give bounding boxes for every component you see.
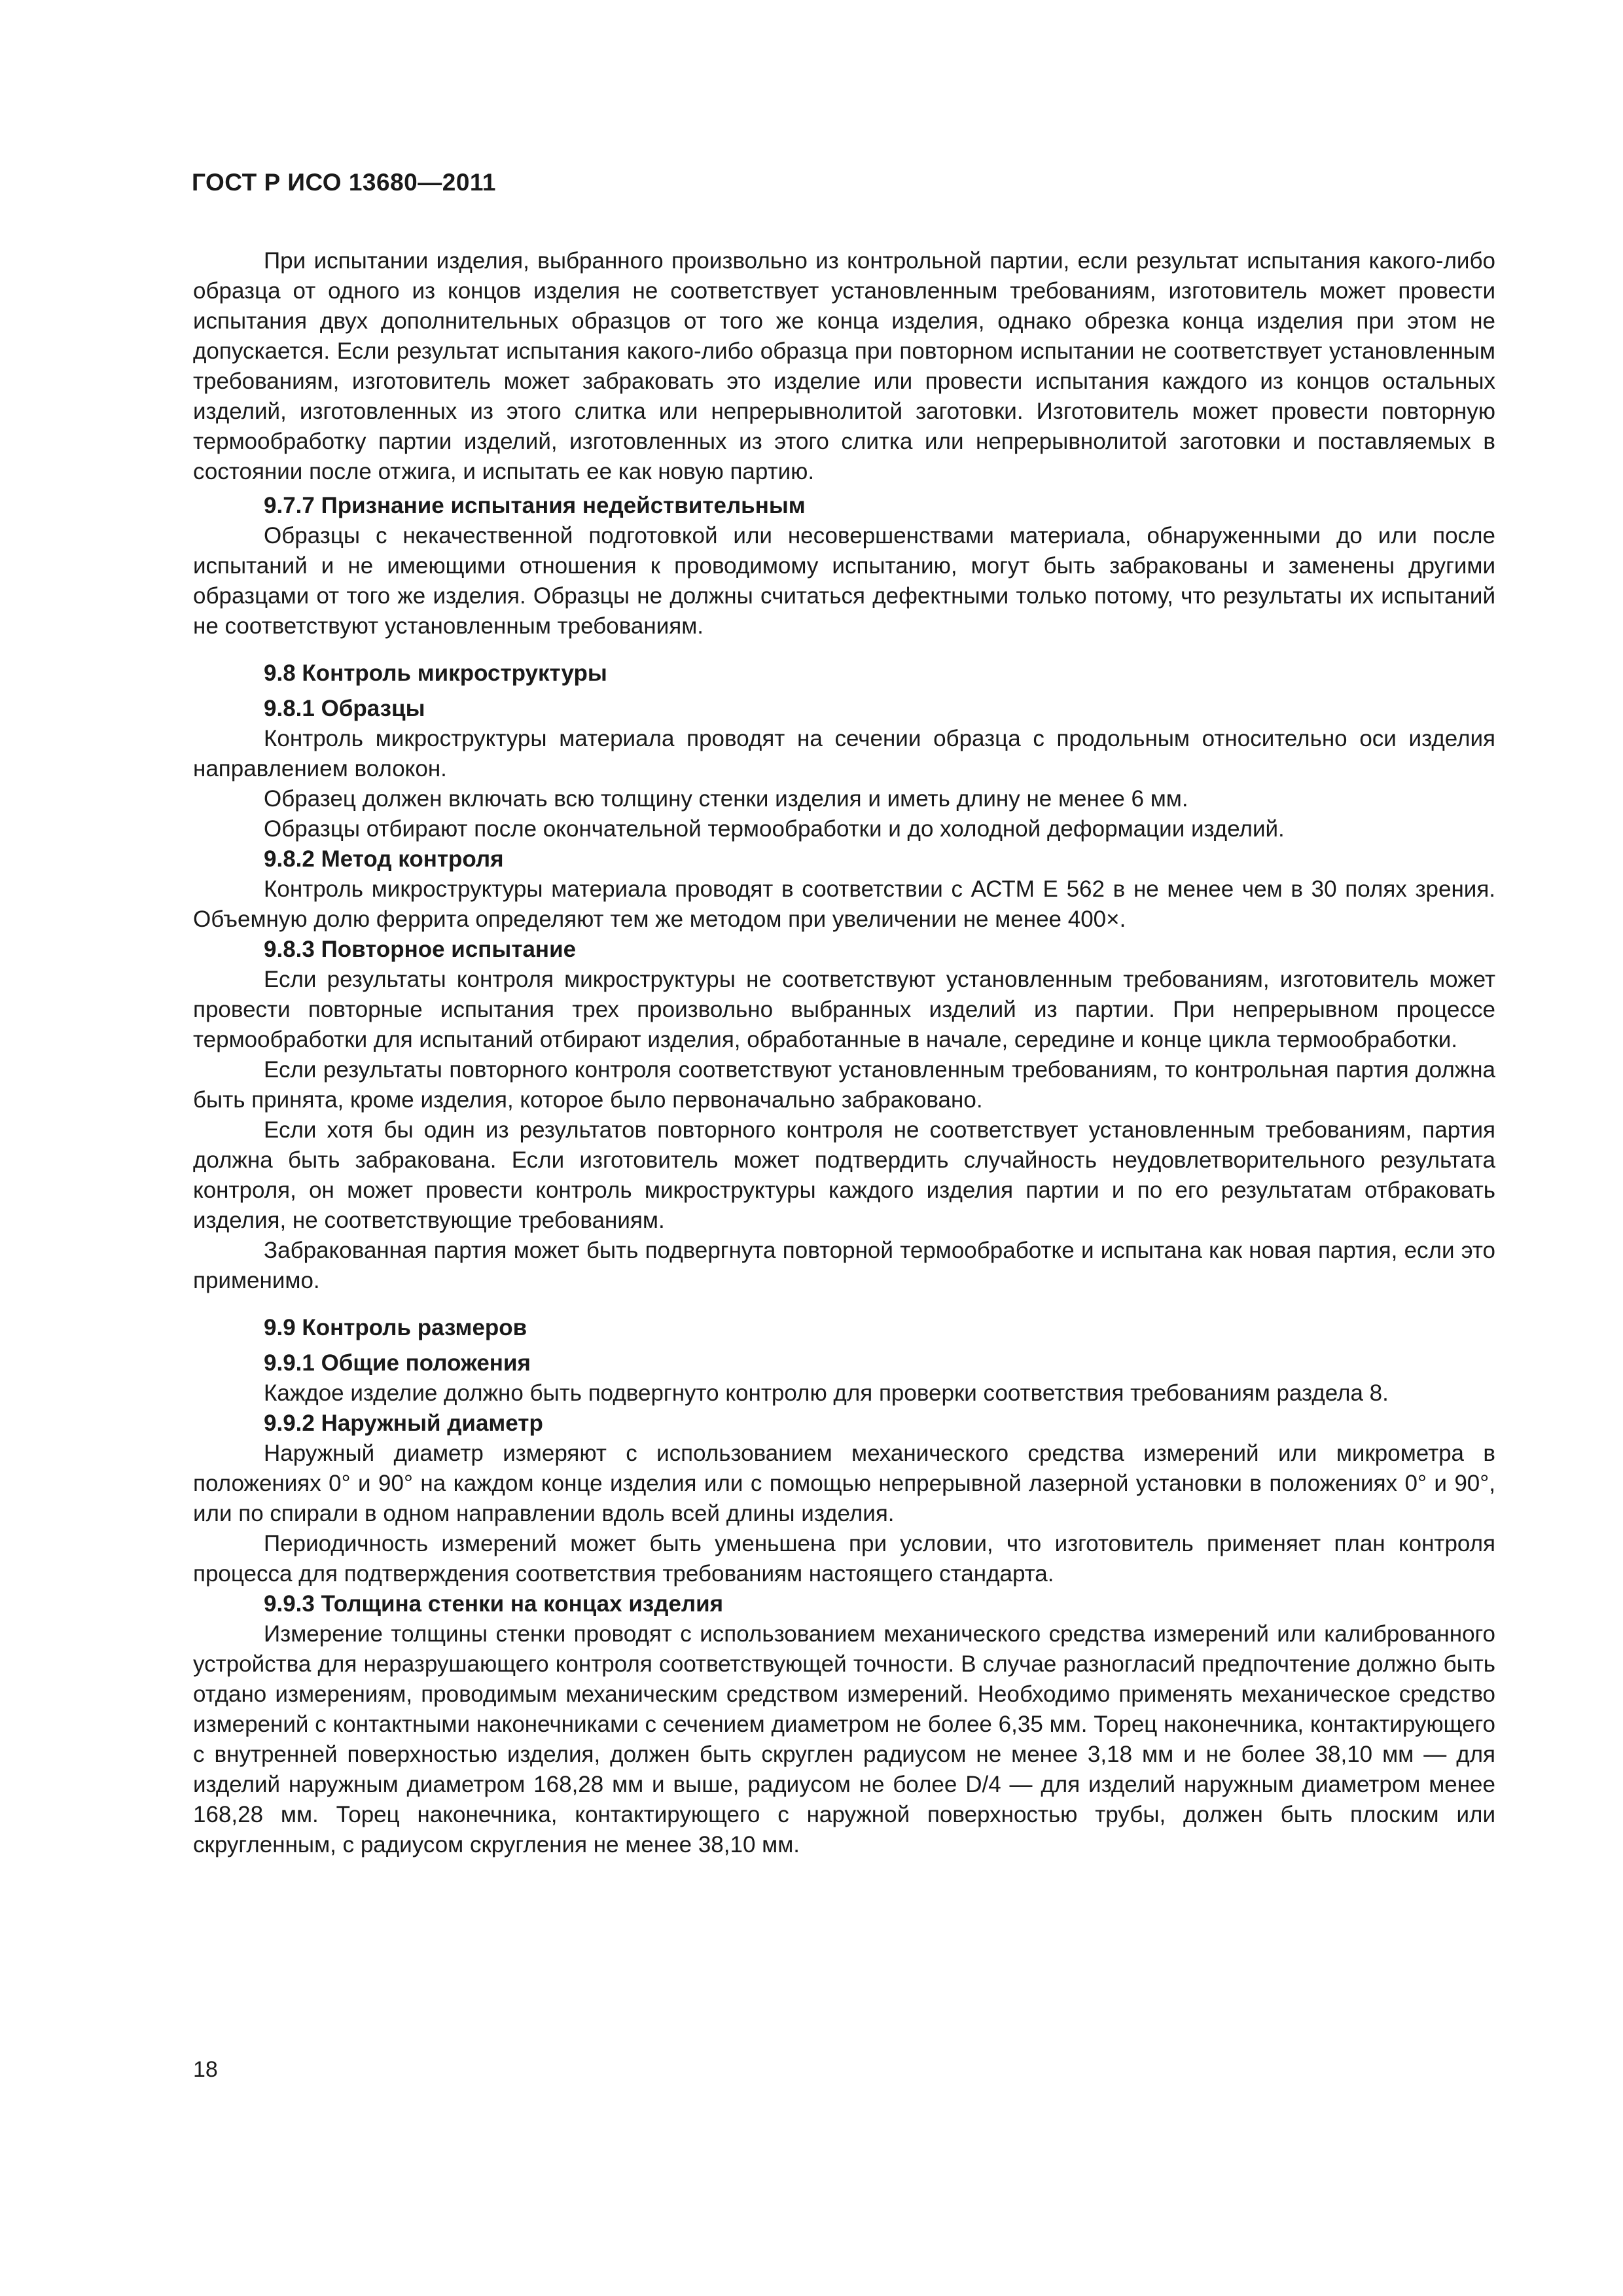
paragraph: Образец должен включать всю толщину стенки изделия и иметь длину не менее 6 мм. [264,785,1188,812]
paragraph: Контроль микроструктуры материала проводят в соответствии с АСТМ Е 562 в не менее чем в 30 полях зрения. Объемную долю феррита определяют тем же методом при увеличении не менее 400×. [193,876,1495,932]
paragraph: Образцы отбирают после окончательной термообработки и до холодной деформации изделий. [264,816,1285,842]
section-heading-9-9: 9.9 Контроль размеров [264,1315,527,1341]
subsection-heading-9-9-1: 9.9.1 Общие положения [264,1350,531,1376]
paragraph: Если результаты контроля микроструктуры не соответствуют установленным требованиям, изготовитель может провести повторные испытания трех произвольно выбранных изделий из партии. При непрерывном процессе термообработки для испытаний отбирают изделия, обработанные в начале, середине и конце цикла термообработки. [193,967,1495,1053]
subsection-heading-9-8-2: 9.8.2 Метод контроля [264,846,504,872]
running-head: ГОСТ Р ИСО 13680—2011 [192,169,497,196]
paragraph: Забракованная партия может быть подвергнута повторной термообработке и испытана как новая партия, если это применимо. [193,1238,1495,1294]
subsection-heading-9-8-3: 9.8.3 Повторное испытание [264,936,577,962]
paragraph: Измерение толщины стенки проводят с использованием механического средства измерений или калиброванного устройства для неразрушающего контроля соответствующей точности. В случае разногласий предпочтение должно быть отдано измерениям, проводимым механическим средством измерений. Необходимо применять механическое средство измерений с контактными наконечниками с сечением диаметром не более 6,35 мм. Торец наконечника, контактирующего с внутренней поверхностью изделия, должен быть скруглен радиусом не менее 3,18 мм и не более 38,10 мм — для изделий наружным диаметром 168,28 мм и выше, радиусом не более D/4 — для изделий наружным диаметром менее 168,28 мм. Торец наконечника, контактирующего с наружной поверхностью трубы, должен быть плоским или скругленным, с радиусом скругления не менее 38,10 мм. [193,1621,1495,1858]
subsection-heading-9-7-7: 9.7.7 Признание испытания недействительным [264,492,806,518]
paragraph: Если результаты повторного контроля соответствуют установленным требованиям, то контрольная партия должна быть принята, кроме изделия, которое было первоначально забраковано. [193,1057,1495,1113]
paragraph: Наружный диаметр измеряют с использованием механического средства измерений или микрометра в положениях 0° и 90° на каждом конце изделия или с помощью непрерывной лазерной установки в положениях 0° и 90°, или по спирали в одном направлении вдоль всей длины изделия. [193,1441,1495,1527]
subsection-heading-9-9-3: 9.9.3 Толщина стенки на концах изделия [264,1591,724,1617]
paragraph: Каждое изделие должно быть подвергнуто контролю для проверки соответствия требованиям раздела 8. [264,1380,1389,1407]
section-heading-9-8: 9.8 Контроль микроструктуры [264,660,607,686]
subsection-heading-9-8-1: 9.8.1 Образцы [264,695,425,721]
paragraph: Образцы с некачественной подготовкой или несовершенствами материала, обнаруженными до или после испытаний и не имеющими отношения к проводимому испытанию, могут быть забракованы и заменены другими образцами от того же изделия. Образцы не должны считаться дефектными только потому, что результаты их испытаний не соответствуют установленным требованиям. [193,522,1495,639]
page-number: 18 [193,2057,218,2082]
paragraph: Если хотя бы один из результатов повторного контроля не соответствует установленным требованиям, партия должна быть забракована. Если изготовитель может подтвердить случайность неудовлетворительного результата контроля, он может провести контроль микроструктуры каждого изделия партии и по его результатам отбраковать изделия, не соответствующие требованиям. [193,1117,1495,1234]
subsection-heading-9-9-2: 9.9.2 Наружный диаметр [264,1410,543,1437]
paragraph: При испытании изделия, выбранного произвольно из контрольной партии, если результат испытания какого-либо образца от одного из концов изделия не соответствует установленным требованиям, изготовитель может провести испытания двух дополнительных образцов от того же конца изделия, однако обрезка конца изделия при этом не допускается. Если результат испытания какого-либо образца при повторном испытании не соответствует установленным требованиям, изготовитель может забраковать это изделие или провести испытания каждого из концов остальных изделий, изготовленных из этого слитка или непрерывнолитой заготовки. Изготовитель может провести повторную термообработку партии изделий, изготовленных из этого слитка или непрерывнолитой заготовки и поставляемых в состоянии после отжига, и испытать ее как новую партию. [193,247,1495,484]
paragraph: Контроль микроструктуры материала проводят на сечении образца с продольным относительно оси изделия направлением волокон. [193,725,1495,781]
paragraph: Периодичность измерений может быть уменьшена при условии, что изготовитель применяет план контроля процесса для подтверждения соответствия требованиям настоящего стандарта. [193,1531,1495,1587]
